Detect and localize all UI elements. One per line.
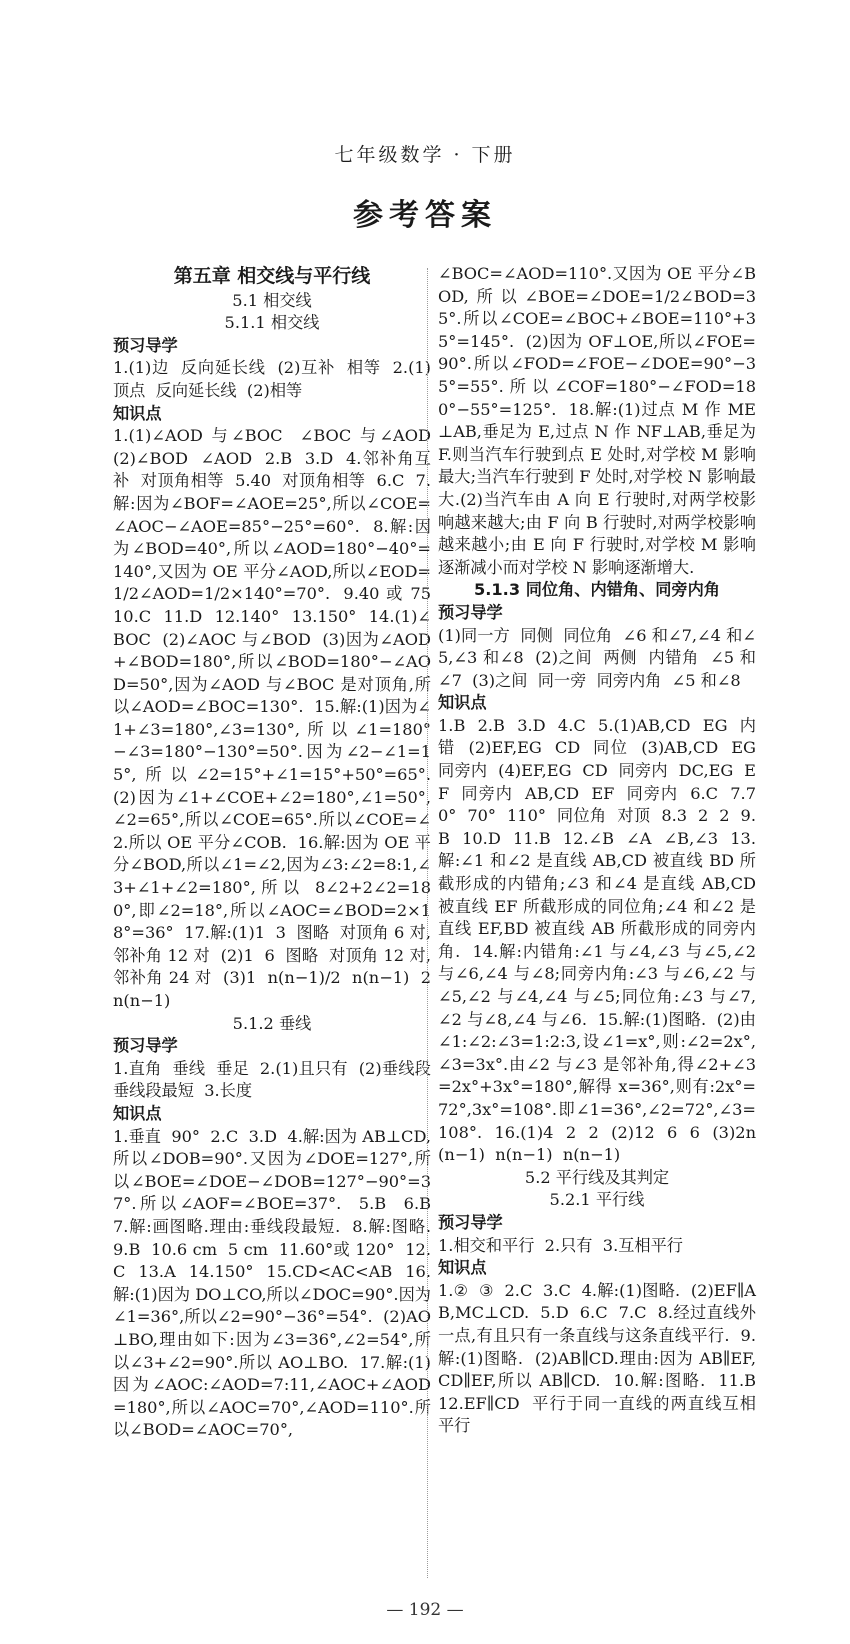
answer-text: (1)同一方 同侧 同位角 ∠6 和∠7,∠4 和∠5,∠3 和∠8 (2)之间 两侧 内错角 ∠5 和∠7 (3)之间 同一旁 同旁内角 ∠5 和∠8 (438, 625, 756, 690)
answer-text: 1.垂直 90° 2.C 3.D 4.解:因为 AB⊥CD,所以∠DOB=90°.又因为∠DOE=127°,所以∠BOE=∠DOE−∠DOB=127°−90°=37°.所以∠AOF=∠BOE=37°. 5.B 6.B 7.解:画图略.理由:垂线段最短. 8.解:图略. 9.B 10.6 cm 5 cm 11.60°或 120° 12.C 13.A 14.150° 15.CD<AC<AB 16.解:(1)因为 DO⊥CO,所以∠DOC=90°.因为∠1=36°,所以∠2=90°−36°=54°. (2)AO⊥BO,理由如下:因为∠3=36°,∠2=54°,所以∠3+∠2=90°.所以 AO⊥BO. 17.解:(1)因为∠AOC:∠AOD=7:11,∠AOC+∠AOD=180°,所以∠AOC=70°,∠AOD=110°.所以∠BOD=∠AOC=70°, (113, 1126, 442, 1440)
subsection-heading: 5.1 相交线 (232, 290, 312, 310)
page-number: — 192 — (386, 1600, 464, 1620)
left-column (113, 263, 442, 1442)
section-label: 知识点 (438, 693, 487, 713)
chapter-heading: 第五章 相交线与平行线 (173, 265, 371, 287)
right-column (438, 263, 767, 1438)
section-label: 预习导学 (438, 602, 503, 622)
column-divider (427, 268, 428, 1578)
answer-text: 1.直角 垂线 垂足 2.(1)且只有 (2)垂线段 垂线段最短 3.长度 (113, 1058, 442, 1101)
answer-text: 1.B 2.B 3.D 4.C 5.(1)AB,CD EG 内错 (2)EF,EG CD 同位 (3)AB,CD EG 同旁内 (4)EF,EG CD 同旁内 DC,EG EF 同旁内 AB,CD EF 同旁内 6.C 7.70° 70° 110° 同位角 对顶 8.3 2 2 9.B 10.D 11.B 12.∠B ∠A ∠B,∠3 13.解:∠1 和∠2 是直线 AB,CD 被直线 BD 所截形成的内错角;∠3 和∠4 是直线 AB,CD 被直线 EF 所截形成的同位角;∠4 和∠2 是直线 EF,BD 被直线 AB 所截形成的同旁内角. 14.解:内错角:∠1 与∠4,∠3 与∠5,∠2 与∠6,∠4 与∠8;同旁内角:∠3 与∠6,∠2 与∠5,∠2 与∠4,∠4 与∠5;同位角:∠3 与∠7,∠2 与∠8,∠4 与∠6. 15.解:(1)图略. (2)由∠1:∠2:∠3=1:2:3,设∠1=x°,则:∠2=2x°,∠3=3x°.由∠2 与∠3 是邻补角,得∠2+∠3=2x°+3x°=180°,解得 x=36°,则有:2x°=72°,3x°=108°.即∠1=36°,∠2=72°,∠3=108°. 16.(1)4 2 2 (2)12 6 6 (3)2n(n−1) n(n−1) n(n−1) (438, 715, 767, 1165)
subsection-heading: 5.1.2 垂线 (232, 1013, 312, 1033)
section-label: 预习导学 (113, 335, 178, 355)
section-label: 知识点 (113, 1103, 162, 1123)
subsection-heading: 5.2 平行线及其判定 (524, 1167, 670, 1187)
answer-text: ∠BOC=∠AOD=110°.又因为 OE 平分∠BOD,所以∠BOE=∠DOE=1/2∠BOD=35°.所以∠COE=∠BOC+∠BOE=110°+35°=145°. (2)因为 OF⊥OE,所以∠FOE=90°.所以∠FOD=∠FOE−∠DOE=90°−35°=55°.所以∠COF=180°−∠FOD=180°−55°=125°. 18.解:(1)过点 M 作 ME⊥AB,垂足为 E,过点 N 作 NF⊥AB,垂足为 F.则当汽车行驶到点 E 处时,对学校 M 影响最大;当汽车行驶到 F 处时,对学校 N 影响最大.(2)当汽车由 A 向 E 行驶时,对两学校影响越来越大;由 F 向 B 行驶时,对两学校影响越来越小;由 E 向 F 行驶时,对学校 M 影响逐渐减小而对学校 N 影响逐渐增大. (438, 264, 762, 577)
page-title: 参考答案 (353, 198, 497, 233)
answer-text: 1.(1)∠AOD 与∠BOC ∠BOC 与∠AOD (2)∠BOD ∠AOD 2.B 3.D 4.邻补角互补 对顶角相等 5.40 对顶角相等 6.C 7.解:因为∠BOF=∠AOE=25°,所以∠COE=∠AOC−∠AOE=85°−25°=60°. 8.解:因为∠BOD=40°,所以∠AOD=180°−40°=140°,又因为 OE 平分∠AOD,所以∠EOD=1/2∠AOD=1/2×140°=70°. 9.40 或 75 10.C 11.D 12.140° 13.150° 14.(1)∠BOC (2)∠AOC 与∠BOD (3)因为∠AOD+∠BOD=180°,所以∠BOD=180°−∠AOD=50°,因为∠AOD 与∠BOC 是对顶角,所以∠AOD=∠BOC=130°. 15.解:(1)因为∠1+∠3=180°,∠3=130°,所以∠1=180°−∠3=180°−130°=50°.因为∠2−∠1=15°,所以∠2=15°+∠1=15°+50°=65°. (2)因为∠1+∠COE+∠2=180°,∠1=50°,∠2=65°,所以∠COE=65°.所以∠COE=∠2.所以 OE 平分∠COB. 16.解:因为 OE 平分∠BOD,所以∠1=∠2,因为∠3:∠2=8:1,∠3+∠1+∠2=180°,所以 8∠2+2∠2=180°,即∠2=18°,所以∠AOC=∠BOD=2×18°=36° 17.解:(1)1 3 图略 对顶角 6 对,邻补角 12 对 (2)1 6 图略 对顶角 12 对,邻补角 24 对 (3)1 n(n−1)/2 n(n−1) 2n(n−1) (113, 426, 442, 1010)
subsection-heading: 5.1.1 相交线 (224, 313, 320, 333)
answer-text: 1.② ③ 2.C 3.C 4.解:(1)图略. (2)EF∥AB,MC⊥CD. 5.D 6.C 7.C 8.经过直线外一点,有且只有一条直线与这条直线平行. 9.解:(1)图略. (2)AB∥CD.理由:因为 AB∥EF,CD∥EF,所以 AB∥CD. 10.解:图略. 11.B 12.EF∥CD 平行于同一直线的两直线互相平行 (438, 1280, 767, 1436)
answer-text: 1.相交和平行 2.只有 3.互相平行 (438, 1235, 683, 1255)
section-label: 预习导学 (438, 1212, 503, 1232)
subsection-heading: 5.2.1 平行线 (549, 1190, 645, 1210)
section-label: 知识点 (438, 1258, 487, 1278)
subsection-heading: 5.1.3 同位角、内错角、同旁内角 (474, 580, 720, 600)
answer-text: 1.(1)边 反向延长线 (2)互补 相等 2.(1)顶点 反向延长线 (2)相等 (113, 358, 431, 400)
section-label: 预习导学 (113, 1036, 178, 1056)
section-label: 知识点 (113, 403, 162, 423)
running-head: 七年级数学 · 下册 (334, 144, 516, 166)
